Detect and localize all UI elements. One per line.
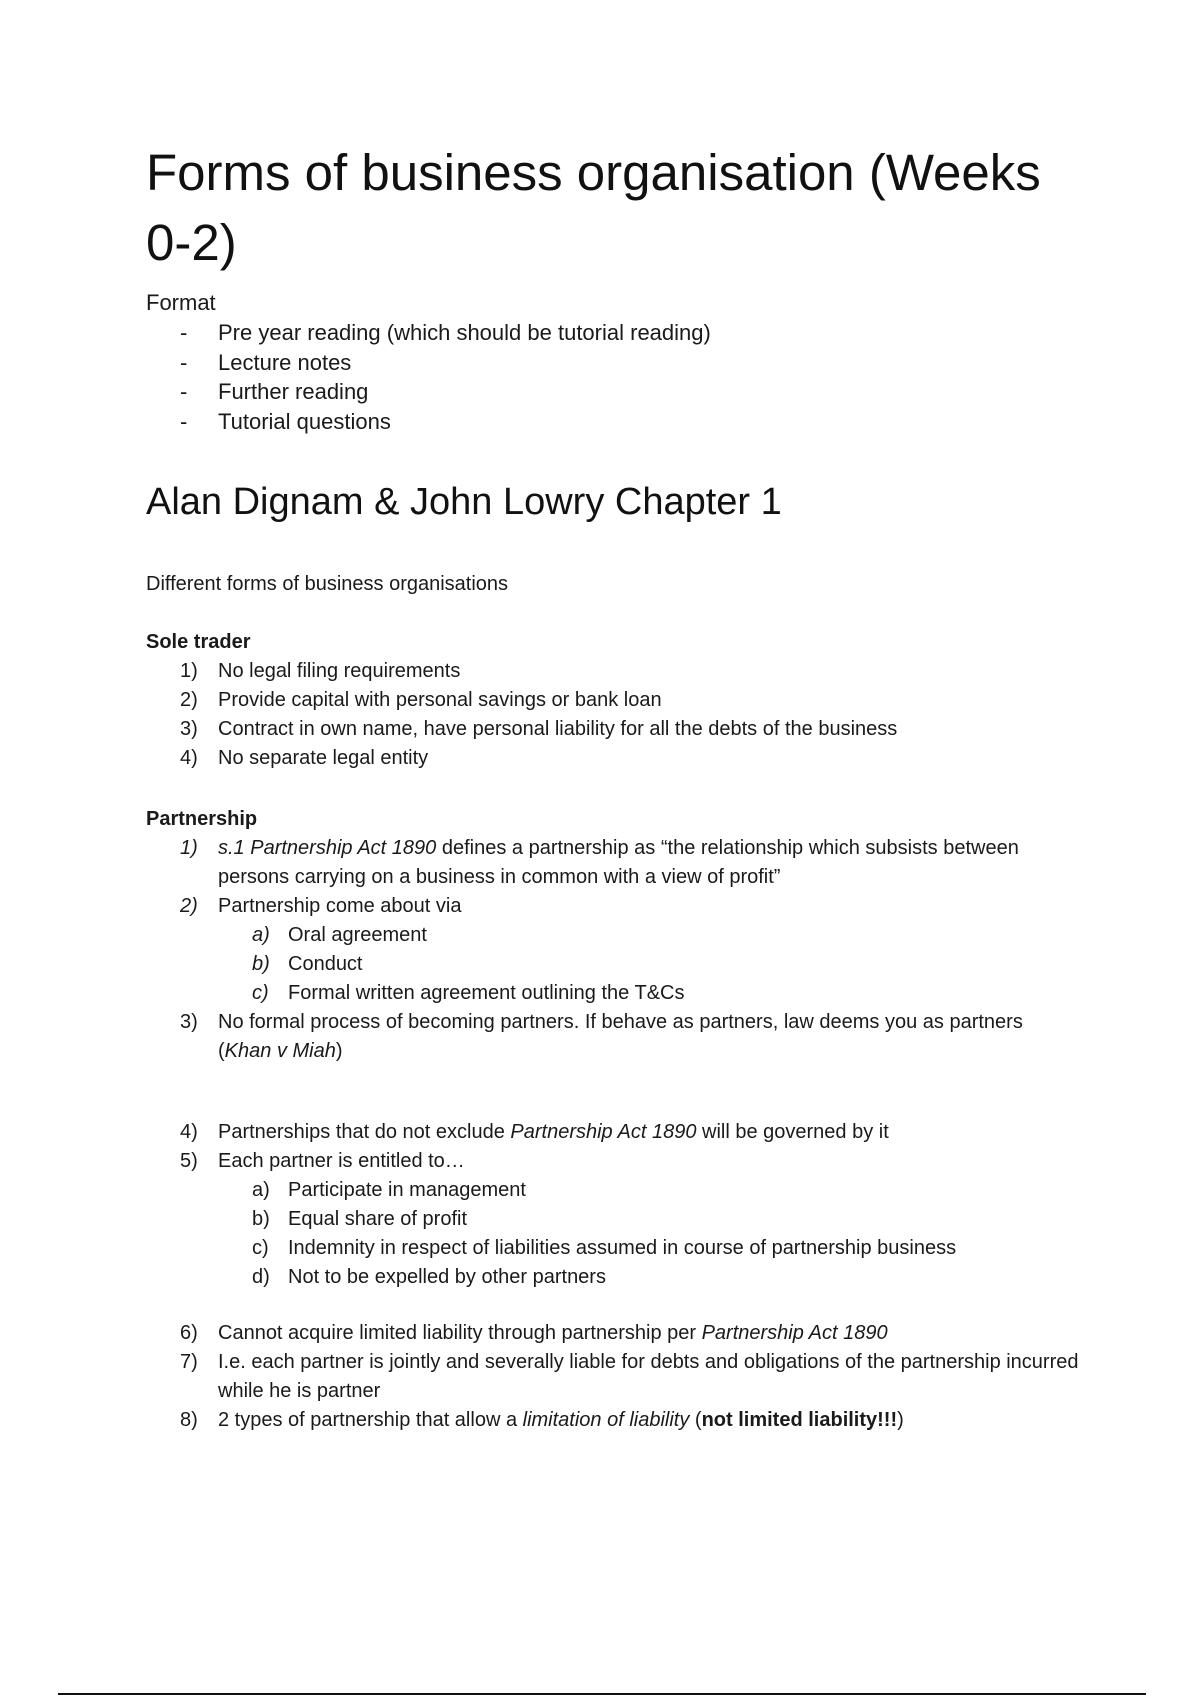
dash-marker: - <box>180 320 188 345</box>
list-item: c) Formal written agreement outlining the T&Cs <box>252 982 685 1004</box>
dash-marker: - <box>180 379 188 404</box>
spacer <box>180 1292 1080 1319</box>
partnership-formation-list <box>252 921 1080 1008</box>
partner-entitlements-list <box>252 1176 1080 1292</box>
list-item: 4) No separate legal entity <box>180 747 429 769</box>
dash-marker: - <box>180 408 188 434</box>
list-item: - Lecture notes <box>180 348 711 378</box>
list-item: b) Conduct <box>252 953 363 975</box>
list-item: a) Participate in management <box>252 1179 526 1201</box>
page-title: Forms of business organisation (Weeks 0-2) <box>146 144 1041 271</box>
list-item: 4) Partnerships that do not exclude Partnership Act 1890 will be governed by it <box>180 1121 889 1143</box>
list-item: d) Not to be expelled by other partners <box>252 1266 606 1288</box>
list-item: 3) Contract in own name, have personal liability for all the debts of the business <box>180 718 898 740</box>
list-item: 2) Provide capital with personal savings or bank loan <box>180 689 662 711</box>
list-item: 6) Cannot acquire limited liability through partnership per Partnership Act 1890 <box>180 1322 888 1344</box>
sole-trader-list <box>180 657 1080 773</box>
list-item: 3) No formal process of becoming partners. If behave as partners, law deems you as partners (Khan v Miah) <box>180 1011 1023 1062</box>
format-label: Format <box>146 290 216 315</box>
list-item: b) Equal share of profit <box>252 1208 467 1230</box>
partnership-heading: Partnership <box>146 808 258 830</box>
sole-trader-heading: Sole trader <box>146 631 251 653</box>
list-item: c) Indemnity in respect of liabilities assumed in course of partnership business <box>252 1237 957 1259</box>
list-item: 5) Each partner is entitled to… <box>180 1150 465 1172</box>
partnership-list <box>180 834 1080 1435</box>
intro-text: Different forms of business organisations <box>146 573 509 595</box>
sub-list-container <box>180 1176 1080 1292</box>
list-item: 7) I.e. each partner is jointly and severally liable for debts and obligations of the partnership incurred while he is partner <box>180 1351 1079 1402</box>
list-item: 1) s.1 Partnership Act 1890 defines a partnership as “the relationship which subsists between persons carrying on a business in common with a view of profit” <box>180 837 1019 888</box>
list-item: 1) No legal filing requirements <box>180 660 461 682</box>
sub-list-container <box>180 921 1080 1008</box>
dash-marker: - <box>180 349 188 375</box>
footer-divider <box>58 1693 1146 1695</box>
format-list <box>180 318 711 436</box>
list-item: 8) 2 types of partnership that allow a limitation of liability (not limited liability!!!) <box>180 1409 904 1431</box>
list-item: - Tutorial questions <box>180 407 711 437</box>
list-item: - Pre year reading (which should be tutorial reading) <box>180 318 711 348</box>
spacer <box>180 1066 1080 1118</box>
list-item: - Further reading <box>180 377 711 407</box>
chapter-heading: Alan Dignam & John Lowry Chapter 1 <box>146 481 782 523</box>
list-item: a) Oral agreement <box>252 924 427 946</box>
list-item: 2) Partnership come about via <box>180 895 462 917</box>
